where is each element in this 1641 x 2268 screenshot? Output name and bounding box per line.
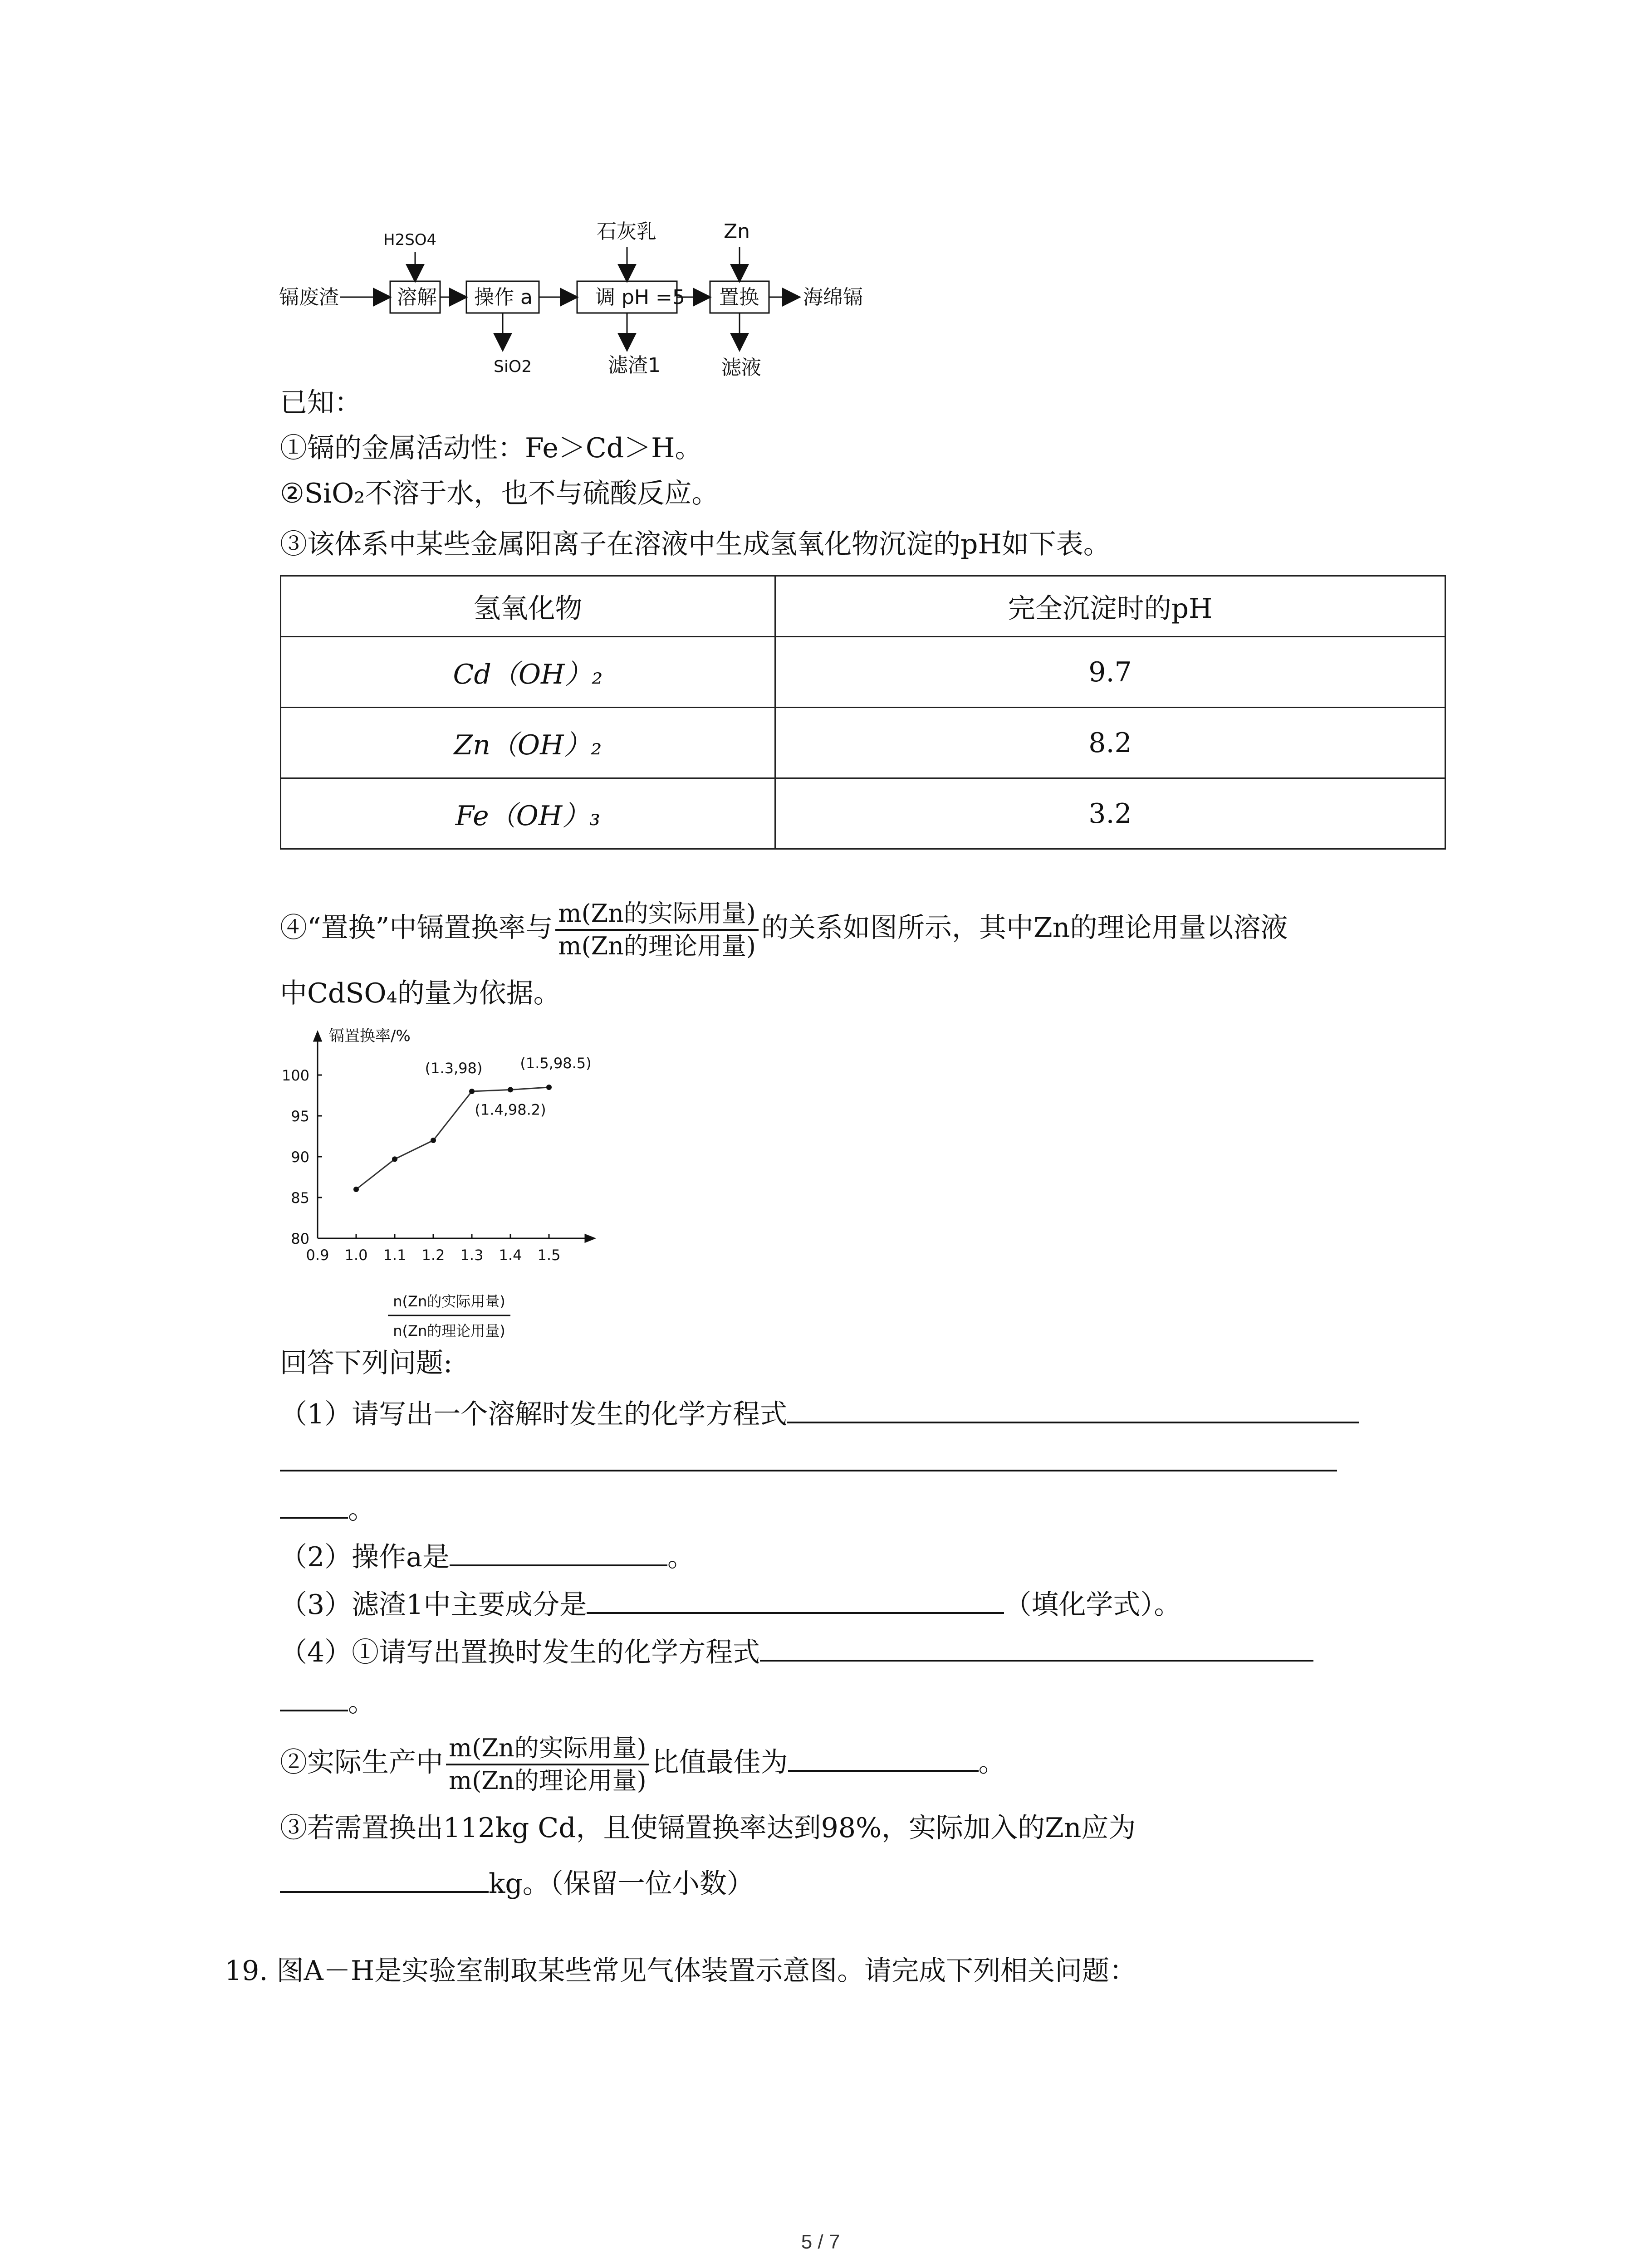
- data-point: [469, 1089, 475, 1094]
- q1-answer-blank[interactable]: [787, 1393, 1359, 1423]
- flow-input-zn: Zn: [724, 220, 750, 243]
- q4-2-prefix: ②实际生产中: [280, 1746, 443, 1779]
- questions-intro: 回答下列问题:: [280, 1347, 453, 1379]
- table-cell: 3.2: [775, 778, 1445, 849]
- q4-2-frac-num: m(Zn的实际用量): [446, 1733, 649, 1765]
- table-header-row: [281, 576, 1445, 637]
- q4-2-answer-blank[interactable]: [788, 1741, 979, 1772]
- y-tick-label: 100: [281, 1067, 309, 1084]
- y-tick-label: 85: [291, 1189, 309, 1207]
- q2-period: 。: [667, 1541, 695, 1573]
- x-tick-label: 1.4: [499, 1246, 522, 1264]
- q3-suffix: （填化学式）。: [1004, 1589, 1181, 1621]
- x-tick-label: 1.3: [460, 1246, 484, 1264]
- y-axis-label: 镉置换率/%: [329, 1027, 411, 1045]
- flow-box-2-label: 操作 a: [474, 286, 533, 309]
- q1-line: [280, 1393, 1359, 1432]
- flow-start: 镉废渣: [279, 286, 339, 309]
- table-cell: Zn（OH）₂: [281, 708, 775, 778]
- q4-answer-blank[interactable]: [760, 1631, 1313, 1662]
- point-annotation: (1.3,98): [425, 1060, 483, 1077]
- q4-3-answer-blank[interactable]: [280, 1862, 489, 1893]
- flow-box-3-label: 调 pH =5: [595, 286, 685, 309]
- q4-2-frac-den: m(Zn的理论用量): [449, 1766, 647, 1795]
- y-tick-label: 80: [291, 1230, 309, 1247]
- item4-fraction: [555, 898, 759, 962]
- table-row: [281, 778, 1445, 849]
- x-tick-label: 0.9: [306, 1246, 329, 1264]
- flow-output-filtrate: 滤液: [721, 356, 761, 379]
- x-label-den: n(Zn的理论用量): [393, 1322, 505, 1339]
- y-tick-label: 90: [291, 1149, 309, 1166]
- item4-line2: 中CdSO₄的量为依据。: [280, 978, 561, 1009]
- q4-text: （4）①请写出置换时发生的化学方程式: [280, 1637, 760, 1668]
- q19-line: [225, 1953, 1136, 1989]
- table-header-hydroxide: 氢氧化物: [281, 576, 775, 637]
- q2-answer-blank[interactable]: [450, 1535, 667, 1566]
- q4-2-period: 。: [978, 1746, 1006, 1779]
- hydroxide-ph-table: [280, 575, 1446, 850]
- y-tick-label: 95: [291, 1108, 309, 1125]
- flow-box-4-label: 置换: [719, 286, 759, 309]
- x-tick-label: 1.5: [537, 1246, 561, 1264]
- replacement-rate-chart: [272, 1021, 635, 1356]
- item4-frac-num: m(Zn的实际用量): [555, 898, 759, 931]
- point-annotation: (1.5,98.5): [520, 1055, 592, 1072]
- q3-line: [280, 1583, 1181, 1623]
- table-row: [281, 637, 1445, 708]
- table-cell: Fe（OH）₃: [281, 778, 775, 849]
- data-point: [508, 1087, 513, 1092]
- item4-line1: [280, 898, 1288, 962]
- x-label-num: n(Zn的实际用量): [393, 1293, 505, 1310]
- known-item-3: ③该体系中某些金属阳离子在溶液中生成氢氧化物沉淀的pH如下表。: [280, 528, 1111, 560]
- item4-prefix: ④“置换”中镉置换率与: [280, 912, 553, 944]
- flow-output-sio2: SiO2: [494, 357, 532, 376]
- q4-answer-blank-2[interactable]: [280, 1681, 348, 1711]
- q19-number: 19.: [225, 1955, 268, 1987]
- q4-line: [280, 1631, 1313, 1671]
- flow-end: 海绵镉: [803, 286, 863, 309]
- item4-suffix: 的关系如图所示，其中Zn的理论用量以溶液: [761, 912, 1288, 944]
- x-tick-label: 1.0: [344, 1246, 368, 1264]
- q1-answer-line-2[interactable]: [280, 1470, 1337, 1471]
- q4-2-suffix: 比值最佳为: [652, 1746, 788, 1779]
- known-item-2: ②SiO₂不溶于水，也不与硫酸反应。: [280, 478, 719, 509]
- q2-line: [280, 1535, 695, 1575]
- q3-text: （3）滤渣1中主要成分是: [280, 1589, 587, 1621]
- x-tick-label: 1.1: [383, 1246, 407, 1264]
- point-annotation: (1.4,98.2): [475, 1101, 546, 1119]
- data-point: [353, 1187, 359, 1192]
- page-number: 5 / 7: [801, 2231, 840, 2253]
- q1-period: 。: [348, 1494, 375, 1525]
- process-flowchart: [272, 218, 907, 390]
- flow-output-residue: 滤渣1: [608, 354, 661, 377]
- data-point: [431, 1138, 436, 1143]
- data-point: [546, 1085, 552, 1090]
- q4-2-fraction: [446, 1733, 649, 1796]
- x-tick-label: 1.2: [421, 1246, 445, 1264]
- q1-answer-line-3: [280, 1488, 375, 1528]
- table-row: [281, 708, 1445, 778]
- q19-text: 图A－H是实验室制取某些常见气体装置示意图。请完成下列相关问题：: [276, 1955, 1137, 1987]
- q4-line-2: [280, 1681, 375, 1721]
- data-point: [392, 1156, 397, 1162]
- q4-period: 。: [348, 1686, 375, 1718]
- flow-input-h2so4: H2SO4: [383, 231, 437, 249]
- q4-3-line: ③若需置换出112kg Cd，且使镉置换率达到98%，实际加入的Zn应为: [280, 1812, 1136, 1844]
- q1-answer-blank-3[interactable]: [280, 1488, 348, 1519]
- table-header-ph: 完全沉淀时的pH: [775, 576, 1445, 637]
- q4-3-unit: kg。（保留一位小数）: [489, 1868, 754, 1900]
- table-cell: 9.7: [775, 637, 1445, 708]
- flow-input-lime: 石灰乳: [597, 220, 656, 243]
- flow-box-1-label: 溶解: [397, 286, 437, 309]
- item4-frac-den: m(Zn的理论用量): [558, 932, 756, 960]
- q4-2-line: [280, 1733, 1006, 1796]
- q4-3-line-2: [280, 1862, 754, 1902]
- known-item-1: ①镉的金属活动性：Fe＞Cd＞H。: [280, 432, 702, 464]
- table-cell: 8.2: [775, 708, 1445, 778]
- q1-text: （1）请写出一个溶解时发生的化学方程式: [280, 1398, 788, 1430]
- q3-answer-blank[interactable]: [587, 1583, 1004, 1614]
- q2-text: （2）操作a是: [280, 1541, 450, 1573]
- table-cell: Cd（OH）₂: [281, 637, 775, 708]
- known-heading: 已知：: [280, 387, 362, 419]
